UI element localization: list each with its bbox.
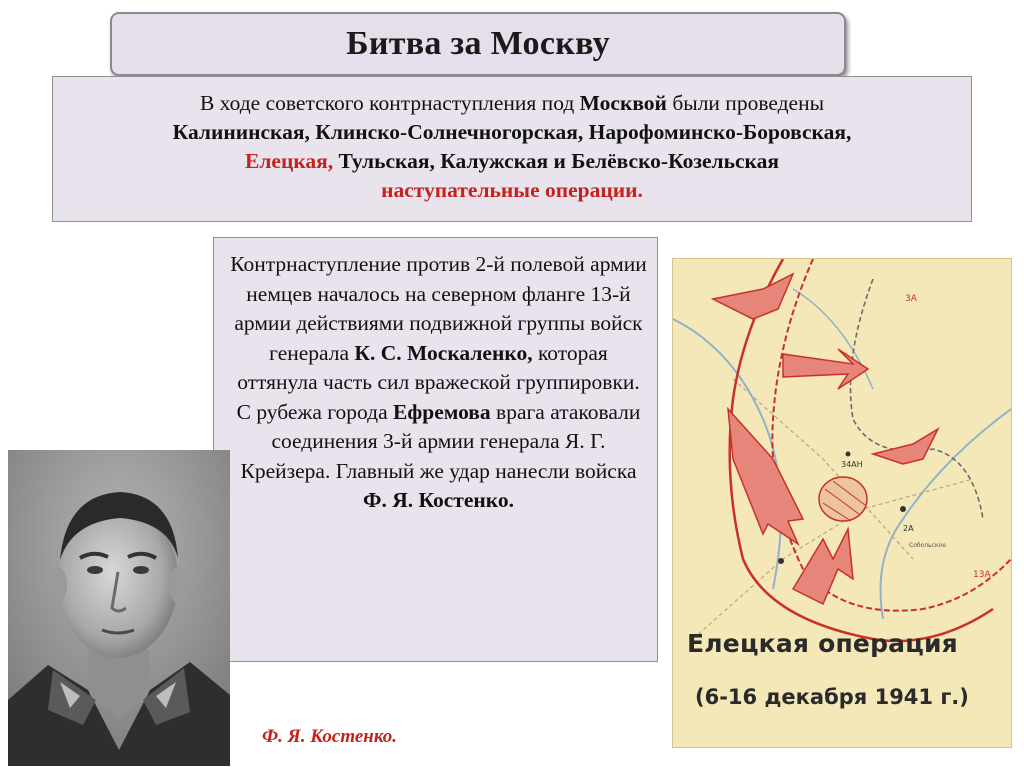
intro-moscow: Москвой (579, 91, 667, 115)
body-kostenko: Ф. Я. Костенко. (362, 488, 515, 512)
operation-map (672, 258, 1012, 748)
intro-yelets: Елецкая, (245, 149, 334, 173)
body-text-3: врага атаковали соединения 3-й армии генерала Я. Г. Крейзера. Главный же удар нанесли войска (240, 399, 641, 483)
map-unit-2a: 2А (903, 524, 914, 533)
intro-text-2: были проведены (666, 91, 825, 115)
intro-operations-list-1: Калининская, Клинско-Солнечногорская, Нарофоминско-Боровская, (172, 120, 852, 144)
map-unit-34an: 34АН (841, 460, 863, 469)
body-text-2: которая оттянула часть сил вражеской группировки. С рубежа города (236, 340, 640, 424)
intro-offensive-ops: наступательные операции. (381, 178, 643, 202)
map-dates: (6-16 декабря 1941 г.) (695, 685, 969, 709)
map-title: Елецкая операция (687, 629, 958, 658)
body-moskalenko: К. С. Москаленко, (354, 340, 533, 365)
body-text-1: Контрнаступление против 2-й полевой армии немцев началось на северном фланге 13-й армии действиями подвижной группы войск генерала (230, 252, 647, 365)
map-unit-3a: 3А (905, 294, 917, 304)
portrait-image (8, 450, 230, 766)
intro-operations-list-2: Тульская, Калужская и Белёвско-Козельская (333, 149, 779, 173)
body-text-box (213, 237, 658, 662)
map-town-label: Собольское (909, 542, 946, 549)
intro-text-1: В ходе советского контрнаступления под (199, 91, 580, 115)
portrait-photo (8, 450, 230, 766)
map-unit-13a: 13А (973, 570, 991, 580)
photo-caption: Ф. Я. Костенко. (262, 726, 398, 747)
map-drawing (673, 259, 1011, 747)
intro-text-box (52, 76, 972, 222)
body-efremov: Ефремова (393, 399, 491, 424)
title-box (110, 12, 846, 76)
page-title: Битва за Москву (346, 25, 610, 62)
